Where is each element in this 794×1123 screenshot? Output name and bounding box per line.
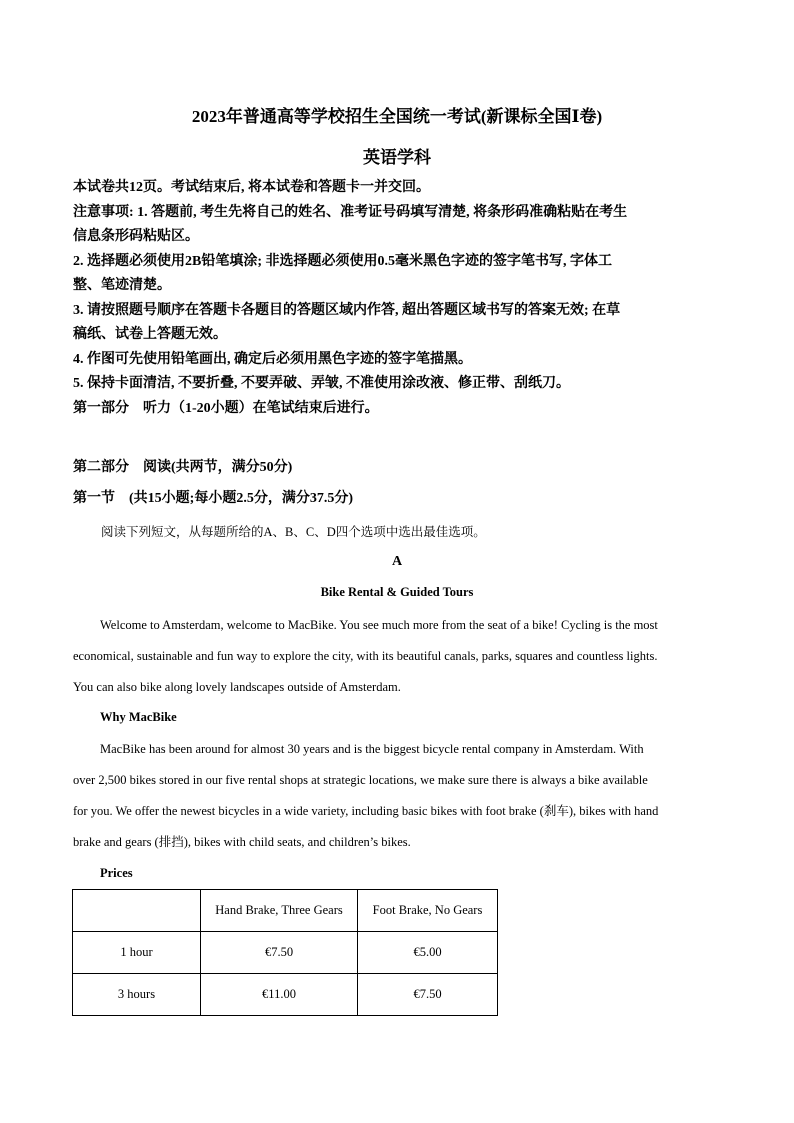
note-line: 2. 选择题必须使用2B铅笔填涂; 非选择题必须使用0.5毫米黑色字迹的签字笔书写, 字体工: [73, 254, 612, 269]
reading-instruction: 阅读下列短文，从每题所给的A、B、C、D四个选项中选出最佳选项。: [101, 525, 486, 539]
note-line: 5. 保持卡面清洁, 不要折叠, 不要弄破、弄皱, 不准使用涂改液、修正带、刮纸刀。: [73, 376, 570, 391]
passage-line: Welcome to Amsterdam, welcome to MacBike. You see much more from the seat of a bike! Cycling is the most: [100, 618, 658, 632]
prices-table: [72, 889, 498, 1016]
passage-line: brake and gears (排挡), bikes with child seats, and children’s bikes.: [73, 835, 411, 849]
table-header-row: [73, 890, 498, 932]
passage-letter: A: [391, 554, 403, 569]
table-header-cell: Foot Brake, No Gears: [358, 890, 498, 932]
note-line: 整、笔迹清楚。: [73, 278, 171, 293]
table-cell: €11.00: [201, 974, 358, 1016]
note-line: 信息条形码粘贴区。: [73, 229, 199, 244]
note-line: 注意事项: 1. 答题前, 考生先将自己的姓名、准考证号码填写清楚, 将条形码准确粘贴在考生: [73, 205, 628, 220]
note-line: 4. 作图可先使用铅笔画出, 确定后必须用黑色字迹的签字笔描黑。: [73, 352, 472, 367]
table-cell: €7.50: [201, 932, 358, 974]
why-macbike-heading: Why MacBike: [100, 710, 177, 724]
part2-heading: 第二部分 阅读(共两节，满分50分): [73, 460, 293, 475]
exam-title: 2023年普通高等学校招生全国统一考试(新课标全国Ⅰ卷): [191, 107, 603, 126]
table-cell: 3 hours: [73, 974, 201, 1016]
note-line: 3. 请按照题号顺序在答题卡各题目的答题区域内作答, 超出答题区域书写的答案无效; 在草: [73, 303, 621, 318]
table-row: [73, 974, 498, 1016]
listening-section-note: 第一部分 听力（1-20小题）在笔试结束后进行。: [73, 401, 379, 416]
passage-line: over 2,500 bikes stored in our five rental shops at strategic locations, we make sure there is always a bike available: [73, 773, 648, 787]
passage-line: economical, sustainable and fun way to explore the city, with its beautiful canals, parks, squares and countless lights.: [73, 649, 658, 663]
note-line: 本试卷共12页。考试结束后, 将本试卷和答题卡一并交回。: [73, 180, 430, 195]
table-header-cell: [73, 890, 201, 932]
note-line: 稿纸、试卷上答题无效。: [73, 327, 227, 342]
table-header-cell: Hand Brake, Three Gears: [201, 890, 358, 932]
passage-line: for you. We offer the newest bicycles in a wide variety, including basic bikes with foot brake (刹车), bikes with hand: [73, 804, 659, 818]
table-row: [73, 932, 498, 974]
table-cell: €7.50: [358, 974, 498, 1016]
passage-title: Bike Rental & Guided Tours: [320, 585, 474, 599]
passage-line: MacBike has been around for almost 30 years and is the biggest bicycle rental company in Amsterdam. With: [100, 742, 644, 756]
subject-title: 英语学科: [363, 148, 431, 167]
prices-heading: Prices: [100, 866, 133, 880]
section1-heading: 第一节 (共15小题;每小题2.5分，满分37.5分): [73, 491, 353, 506]
table-cell: 1 hour: [73, 932, 201, 974]
passage-line: You can also bike along lovely landscapes outside of Amsterdam.: [73, 680, 401, 694]
table-cell: €5.00: [358, 932, 498, 974]
